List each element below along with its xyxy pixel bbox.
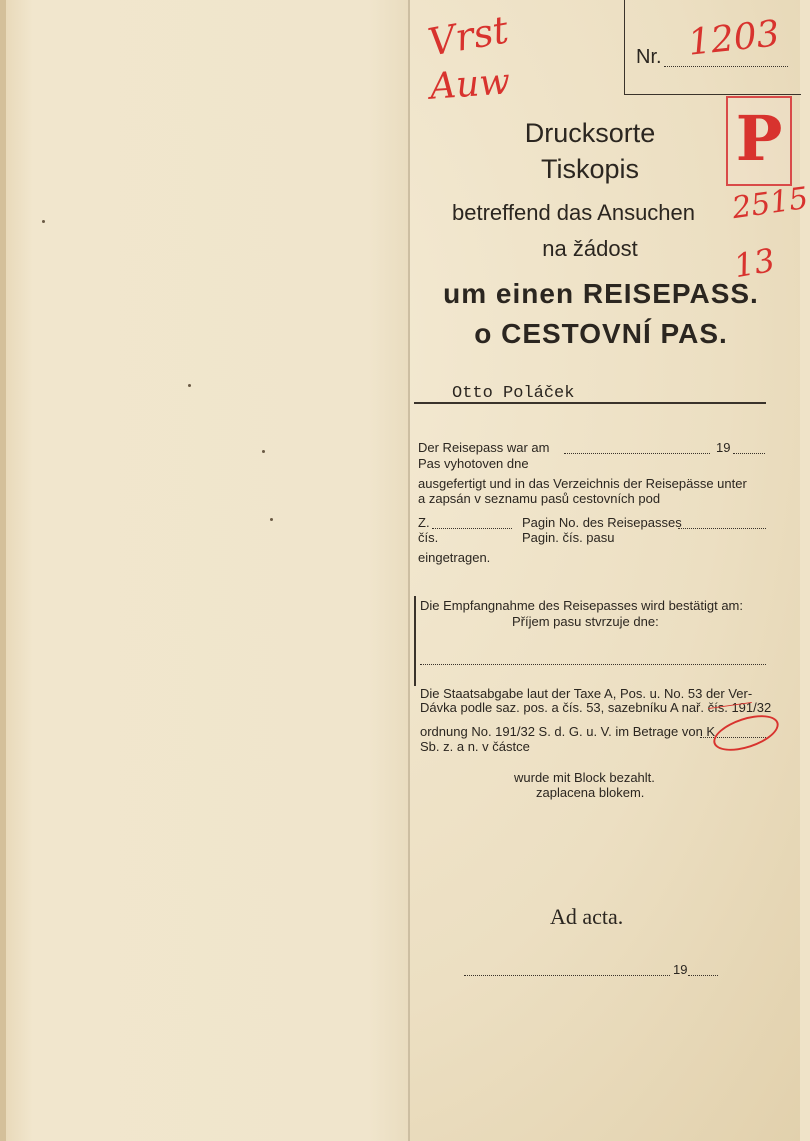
register-de: ausgefertigt und in das Verzeichnis der Reisepässe unter: [418, 476, 747, 491]
title-betreffend: betreffend das Ansuchen: [452, 200, 696, 225]
nr-dotted-line: [664, 66, 788, 67]
cis-label: čís.: [418, 530, 439, 545]
receipt-de: Die Empfangnahme des Reisepasses wird bestätigt am:: [420, 598, 743, 613]
receipt-cz: Příjem pasu stvrzuje dne:: [512, 614, 659, 629]
block-cz: zaplacena blokem.: [536, 785, 645, 800]
stamp-letter: P: [735, 102, 783, 175]
ad-acta-date-line: [464, 975, 670, 976]
page-edge: [0, 0, 6, 1141]
handwriting-number-1: 2515: [729, 180, 810, 227]
page-fold: [408, 0, 410, 1141]
z-line: [432, 528, 512, 529]
pagin-line: [678, 528, 766, 529]
register-cz: a zapsán v seznamu pasů cestovních pod: [418, 491, 661, 506]
issued-year-line: [733, 453, 765, 454]
handwriting-number-2: 13: [731, 240, 778, 286]
title-tiskopis: Tiskopis: [540, 154, 640, 184]
handwriting-note-2: Auw: [428, 61, 512, 108]
title-na-zadost: na žádost: [542, 236, 638, 261]
receipt-signature-line: [420, 664, 766, 665]
fee-de-1: Die Staatsabgabe laut der Taxe A, Pos. u. No. 53 der Ver-: [420, 686, 753, 701]
fee-cz-2: Sb. z. a n. v částce: [420, 739, 530, 754]
footer-year: 19: [673, 962, 688, 977]
title-drucksorte: Drucksorte: [524, 118, 656, 148]
issued-year: 19: [716, 440, 731, 455]
title-reisepass: um einen REISEPASS.: [443, 278, 759, 309]
pagin-de: Pagin No. des Reisepasses: [522, 515, 682, 530]
pagin-cz: Pagin. čís. pasu: [522, 530, 615, 545]
paper-speck: [270, 518, 273, 521]
name-underline: [414, 402, 766, 404]
applicant-name: Otto Poláček: [452, 384, 575, 403]
title-cestovni-pas: o CESTOVNÍ PAS.: [474, 318, 728, 349]
entered-label: eingetragen.: [418, 550, 491, 565]
fee-de-2: ordnung No. 191/32 S. d. G. u. V. im Betrage von K: [420, 724, 716, 739]
paper-speck: [262, 450, 265, 453]
ad-acta-label: Ad acta.: [550, 904, 624, 929]
paper-speck: [42, 220, 45, 223]
issued-cz: Pas vyhotoven dne: [418, 456, 529, 471]
block-de: wurde mit Block bezahlt.: [514, 770, 655, 785]
footer-year-line: [688, 975, 718, 976]
p-stamp: [726, 96, 792, 186]
paper-speck: [188, 384, 191, 387]
receipt-margin-line: [414, 596, 416, 686]
issued-de: Der Reisepass war am: [418, 440, 550, 455]
z-label: Z.: [418, 515, 430, 530]
fee-cz-1: Dávka podle saz. pos. a čís. 53, sazebníku A nař. čís. 191/32: [420, 700, 772, 715]
handwriting-note-1: Vrst: [424, 7, 512, 65]
nr-label: Nr.: [636, 46, 662, 68]
issued-date-line: [564, 453, 710, 454]
nr-handwritten-number: 1203: [686, 13, 782, 64]
